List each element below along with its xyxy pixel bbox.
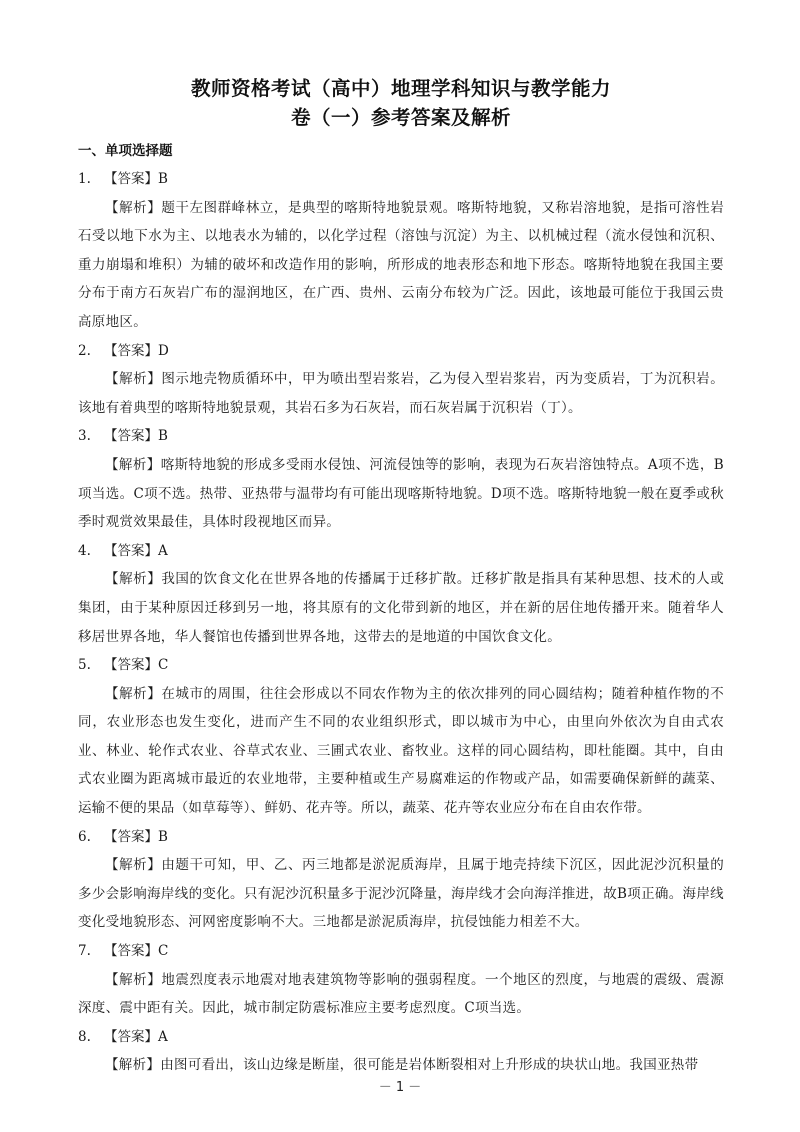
answer-value: A (158, 1028, 168, 1045)
analysis-label: 【解析】 (105, 371, 162, 388)
analysis-label: 【解析】 (105, 971, 162, 988)
answer-value: B (158, 828, 168, 845)
analysis-paragraph (78, 680, 724, 823)
question-number: 4. (78, 542, 91, 559)
answer-line (78, 337, 724, 366)
answer-line (78, 937, 724, 966)
analysis-paragraph (78, 565, 724, 651)
question-item (78, 537, 724, 651)
answer-line (78, 823, 724, 852)
analysis-label: 【解析】 (105, 456, 161, 473)
question-number: 7. (78, 943, 91, 960)
title-line-1: 教师资格考试（高中）地理学科知识与教学能力 (190, 77, 611, 100)
analysis-paragraph (78, 451, 724, 537)
answer-value: D (158, 342, 169, 359)
analysis-text: 由题干可知，甲、乙、丙三地都是淤泥质海岸，且属于地壳持续下沉区，因此泥沙沉积量的多少会影响海岸线的变化。只有泥沙沉积量多于泥沙沉降量，海岸线才会向海洋推进，故B项正确。海岸线变化受地貌形态、河网密度影响不大。三地都是淤泥质海岸，抗侵蚀能力相差不大。 (78, 857, 725, 931)
question-item (78, 165, 724, 337)
answer-label: 【答案】 (104, 828, 158, 845)
answer-line (78, 1023, 724, 1052)
answer-line (78, 537, 724, 566)
question-number: 1. (78, 171, 91, 187)
section-heading: 一、单项选择题 (78, 143, 173, 159)
analysis-text: 喀斯特地貌的形成多受雨水侵蚀、河流侵蚀等的影响，表现为石灰岩溶蚀特点。A项不选，B项当选。C项不选。热带、亚热带与温带均有可能出现喀斯特地貌。D项不选。喀斯特地貌一般在夏季或秋季时观赏效果最佳，具体时段视地区而异。 (78, 456, 724, 531)
question-item (78, 337, 724, 423)
analysis-label: 【解析】 (105, 857, 162, 874)
answer-value: B (158, 171, 168, 187)
analysis-text: 我国的饮食文化在世界各地的传播属于迁移扩散。迁移扩散是指具有某种思想、技术的人或集团，由于某种原因迁移到另一地，将其原有的文化带到新的地区，并在新的居住地传播开来。随着华人移居世界各地，华人餐馆也传播到世界各地，这带去的是地道的中国饮食文化。 (78, 571, 725, 645)
answer-label: 【答案】 (104, 943, 158, 960)
analysis-text: 图示地壳物质循环中，甲为喷出型岩浆岩，乙为侵入型岩浆岩，丙为变质岩，丁为沉积岩。该地有着典型的喀斯特地貌景观，其岩石多为石灰岩，而石灰岩属于沉积岩（丁）。 (78, 371, 725, 416)
question-item (78, 651, 724, 823)
analysis-text: 在城市的周围，往往会形成以不同农作物为主的依次排列的同心圆结构；随着种植作物的不同，农业形态也发生变化，进而产生不同的农业组织形式，即以城市为中心，由里向外依次为自由式农业、林业、轮作式农业、谷草式农业、三圃式农业、畜牧业。这样的同心圆结构，即杜能圈。其中，自由式农业圈为距离城市最近的农业地带，主要种植或生产易腐难运的作物或产品，如需要确保新鲜的蔬菜、运输不便的果品（如草莓等）、鲜奶、花卉等。所以，蔬菜、花卉等农业应分布在自由农作带。 (78, 685, 725, 817)
analysis-text: 地震烈度表示地震对地表建筑物等影响的强弱程度。一个地区的烈度，与地震的震级、震源深度、震中距有关。因此，城市制定防震标准应主要考虑烈度。C项当选。 (78, 971, 725, 1017)
answer-label: 【答案】 (104, 428, 158, 445)
analysis-label: 【解析】 (105, 1057, 161, 1074)
analysis-label: 【解析】 (105, 685, 162, 702)
question-number: 3. (78, 428, 91, 445)
analysis-label: 【解析】 (105, 571, 162, 588)
analysis-text: 由图可看出，该山边缘是断崖，很可能是岩体断裂相对上升形成的块状山地。我国亚热带 (160, 1057, 699, 1074)
question-list (78, 165, 724, 1080)
answer-label: 【答案】 (104, 657, 158, 674)
answer-label: 【答案】 (104, 171, 158, 187)
question-number: 5. (78, 657, 91, 674)
question-item (78, 1023, 724, 1080)
question-number: 2. (78, 342, 91, 359)
title-line-2: 卷（一）参考答案及解析 (290, 106, 511, 129)
answer-line (78, 651, 724, 680)
analysis-paragraph (78, 194, 724, 337)
analysis-label: 【解析】 (105, 199, 162, 216)
question-item (78, 823, 724, 937)
question-number: 8. (78, 1028, 91, 1045)
page-number: － 1 － (378, 1080, 422, 1095)
answer-line (78, 165, 724, 194)
question-item (78, 422, 724, 536)
analysis-paragraph (78, 966, 724, 1023)
question-item (78, 937, 724, 1023)
answer-value: C (158, 943, 169, 960)
answer-label: 【答案】 (104, 1028, 158, 1045)
answer-value: C (158, 657, 169, 674)
question-number: 6. (78, 828, 91, 845)
answer-value: A (158, 542, 168, 559)
answer-line (78, 422, 724, 451)
analysis-paragraph (78, 851, 724, 937)
document-title (78, 74, 724, 132)
answer-label: 【答案】 (104, 542, 158, 559)
answer-label: 【答案】 (104, 342, 158, 359)
analysis-text: 题干左图群峰林立，是典型的喀斯特地貌景观。喀斯特地貌，又称岩溶地貌，是指可溶性岩石受以地下水为主、以地表水为辅的，以化学过程（溶蚀与沉淀）为主、以机械过程（流水侵蚀和沉积、重力崩塌和堆积）为辅的破坏和改造作用的影响，所形成的地表形态和地下形态。喀斯特地貌在我国主要分布于南方石灰岩广布的湿润地区，在广西、贵州、云南分布较为广泛。因此，该地最可能位于我国云贵高原地区。 (78, 199, 725, 330)
analysis-paragraph (78, 365, 724, 422)
answer-value: B (158, 428, 168, 445)
